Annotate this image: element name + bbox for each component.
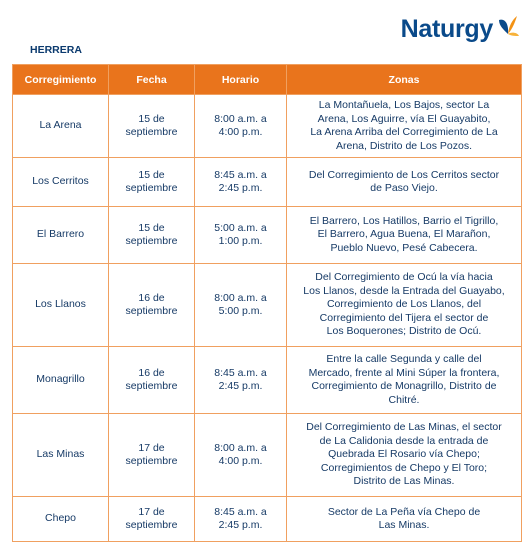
naturgy-butterfly-icon xyxy=(495,14,521,44)
zonas-cell: Del Corregimiento de Los Cerritos sector de Paso Viejo. xyxy=(287,158,522,207)
table-row xyxy=(13,207,522,264)
fecha-cell: 15 de septiembre xyxy=(109,158,195,207)
corregimiento-cell: Los Cerritos xyxy=(13,158,109,207)
zonas-cell: El Barrero, Los Hatillos, Barrio el Tigrillo, El Barrero, Agua Buena, El Marañon, Pueblo Nuevo, Pesé Cabecera. xyxy=(287,207,522,264)
region-title: HERRERA xyxy=(30,44,82,56)
fecha-cell: 17 de septiembre xyxy=(109,414,195,497)
fecha-cell: 16 de septiembre xyxy=(109,347,195,414)
fecha-cell: 16 de septiembre xyxy=(109,264,195,347)
schedule-table xyxy=(12,64,522,542)
zonas-cell: Sector de La Peña vía Chepo de Las Minas. xyxy=(287,497,522,542)
table-row xyxy=(13,497,522,542)
naturgy-logo xyxy=(401,14,521,44)
table-row xyxy=(13,158,522,207)
corregimiento-cell: Las Minas xyxy=(13,414,109,497)
fecha-cell: 17 de septiembre xyxy=(109,497,195,542)
horario-cell: 8:45 a.m. a 2:45 p.m. xyxy=(195,497,287,542)
zonas-cell: Del Corregimiento de Ocú la vía hacia Los Llanos, desde la Entrada del Guayabo, Corregimiento de Los Llanos, del Corregimiento del Tijera el sector de Los Boquerones; Distrito de Ocú. xyxy=(287,264,522,347)
corregimiento-cell: La Arena xyxy=(13,95,109,158)
page-header xyxy=(0,0,531,64)
table-header-row xyxy=(13,65,522,95)
column-header-horario: Horario xyxy=(195,65,287,95)
column-header-corregimiento: Corregimiento xyxy=(13,65,109,95)
corregimiento-cell: Los Llanos xyxy=(13,264,109,347)
column-header-fecha: Fecha xyxy=(109,65,195,95)
horario-cell: 8:00 a.m. a 4:00 p.m. xyxy=(195,414,287,497)
table-row xyxy=(13,264,522,347)
horario-cell: 5:00 a.m. a 1:00 p.m. xyxy=(195,207,287,264)
horario-cell: 8:45 a.m. a 2:45 p.m. xyxy=(195,158,287,207)
table-row xyxy=(13,95,522,158)
brand-name: Naturgy xyxy=(400,14,493,43)
horario-cell: 8:00 a.m. a 5:00 p.m. xyxy=(195,264,287,347)
zonas-cell: Entre la calle Segunda y calle del Mercado, frente al Mini Súper la frontera, Corregimiento de Monagrillo, Distrito de Chitré. xyxy=(287,347,522,414)
zonas-cell: La Montañuela, Los Bajos, sector La Arena, Los Aguirre, vía El Guayabito, La Arena Arriba del Corregimiento de La Arena, Distrito de Los Pozos. xyxy=(287,95,522,158)
corregimiento-cell: El Barrero xyxy=(13,207,109,264)
fecha-cell: 15 de septiembre xyxy=(109,207,195,264)
horario-cell: 8:45 a.m. a 2:45 p.m. xyxy=(195,347,287,414)
corregimiento-cell: Chepo xyxy=(13,497,109,542)
table-row xyxy=(13,414,522,497)
column-header-zonas: Zonas xyxy=(287,65,522,95)
fecha-cell: 15 de septiembre xyxy=(109,95,195,158)
zonas-cell: Del Corregimiento de Las Minas, el sector de La Calidonia desde la entrada de Quebrada El Rosario vía Chepo; Corregimientos de Chepo y El Toro; Distrito de Las Minas. xyxy=(287,414,522,497)
corregimiento-cell: Monagrillo xyxy=(13,347,109,414)
table-row xyxy=(13,347,522,414)
horario-cell: 8:00 a.m. a 4:00 p.m. xyxy=(195,95,287,158)
